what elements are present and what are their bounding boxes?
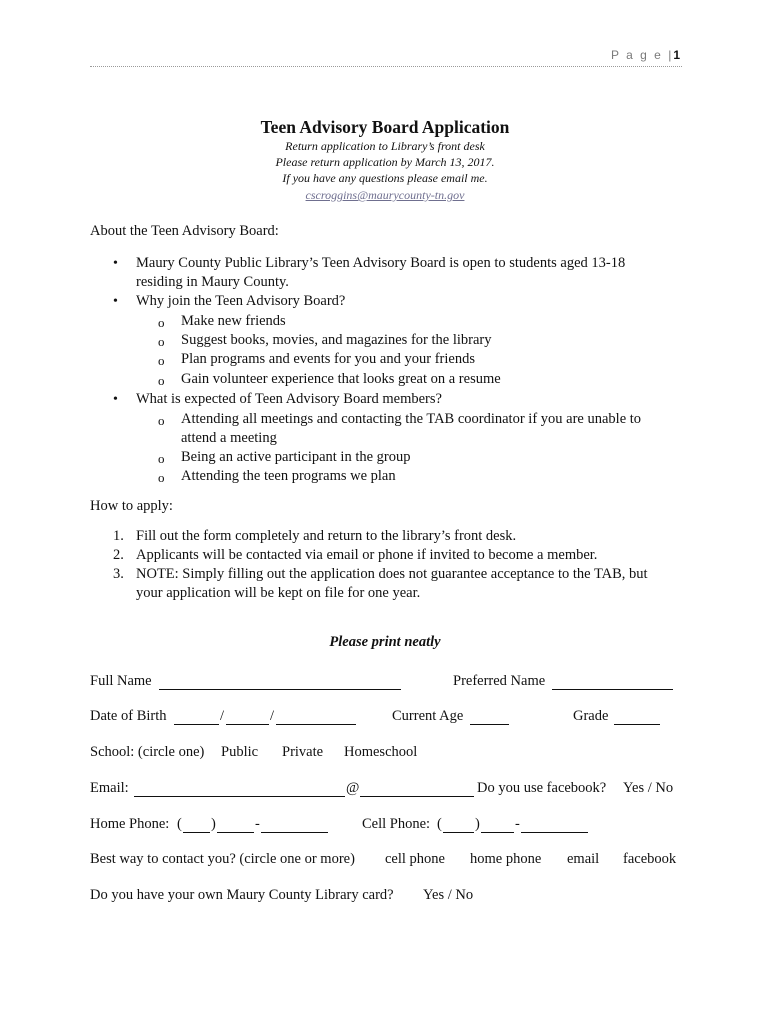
current-age-field[interactable] xyxy=(470,711,509,725)
why-item: Make new friends xyxy=(181,313,286,329)
facebook-yes-no[interactable]: Yes / No xyxy=(623,780,674,796)
contact-email-link[interactable]: cscroggins@maurycounty-tn.gov xyxy=(305,188,465,202)
subtitle-deadline: Please return application by March 13, 2017. xyxy=(275,155,495,169)
subtitle-return: Return application to Library’s front desk xyxy=(285,139,485,153)
sub-bullet-icon: o xyxy=(158,451,165,466)
full-name-label: Full Name xyxy=(90,673,152,689)
home-phone-prefix-field[interactable] xyxy=(217,819,254,833)
contact-option-home-phone[interactable]: home phone xyxy=(470,851,542,867)
cell-phone-area-field[interactable] xyxy=(443,819,474,833)
why-item: Gain volunteer experience that looks great on a resume xyxy=(181,371,501,387)
cell-phone-label: Cell Phone: xyxy=(362,816,431,832)
grade-field[interactable] xyxy=(614,711,660,725)
step-number: 3. xyxy=(113,566,124,582)
apply-step-3-line-1: NOTE: Simply filling out the application does not guarantee acceptance to the TAB, but xyxy=(136,566,648,582)
expected-item-2: Being an active participant in the group xyxy=(181,449,411,465)
sub-bullet-icon: o xyxy=(158,373,165,388)
apply-heading: How to apply: xyxy=(90,498,173,514)
dob-month-field[interactable] xyxy=(174,711,219,725)
apply-step-2: Applicants will be contacted via email or phone if invited to become a member. xyxy=(136,547,598,563)
home-phone-line-field[interactable] xyxy=(261,819,328,833)
library-card-question: Do you have your own Maury County Library card? xyxy=(90,887,394,903)
school-label: School: (circle one) xyxy=(90,744,205,760)
expected-item-1-line-2: attend a meeting xyxy=(181,430,277,446)
apply-step-1: Fill out the form completely and return to the library’s front desk. xyxy=(136,528,517,544)
step-number: 2. xyxy=(113,547,124,563)
bullet-icon: • xyxy=(113,392,118,407)
expected-item-1-line-1: Attending all meetings and contacting the TAB coordinator if you are unable to xyxy=(181,411,642,427)
cell-phone-prefix-field[interactable] xyxy=(481,819,514,833)
subtitle-questions: If you have any questions please email me. xyxy=(282,171,488,185)
dob-separator: / xyxy=(220,708,225,724)
preferred-name-field[interactable] xyxy=(552,676,673,690)
facebook-question: Do you use facebook? xyxy=(477,780,607,796)
sub-bullet-icon: o xyxy=(158,353,165,368)
email-user-field[interactable] xyxy=(134,783,345,797)
dob-label: Date of Birth xyxy=(90,708,167,724)
email-at-sign: @ xyxy=(346,780,360,796)
contact-option-cell-phone[interactable]: cell phone xyxy=(385,851,445,867)
about-bullet-2: Why join the Teen Advisory Board? xyxy=(136,293,346,309)
apply-step-3-line-2: your application will be kept on file for one year. xyxy=(136,585,421,601)
sub-bullet-icon: o xyxy=(158,413,165,428)
sub-bullet-icon: o xyxy=(158,334,165,349)
contact-way-label: Best way to contact you? (circle one or more) xyxy=(90,851,355,867)
page-number: P a g e |1 xyxy=(611,48,680,62)
about-bullet-3: What is expected of Teen Advisory Board members? xyxy=(136,391,442,407)
step-number: 1. xyxy=(113,528,124,544)
email-label: Email: xyxy=(90,780,129,796)
home-phone-area-field[interactable] xyxy=(183,819,210,833)
why-item: Suggest books, movies, and magazines for the library xyxy=(181,332,492,348)
cell-phone-paren: ) xyxy=(475,816,480,832)
document-title: Teen Advisory Board Application xyxy=(260,117,510,137)
contact-option-email[interactable]: email xyxy=(567,851,600,867)
home-phone-paren: ( xyxy=(177,816,182,832)
about-heading: About the Teen Advisory Board: xyxy=(90,223,279,239)
cell-phone-paren: ( xyxy=(437,816,442,832)
home-phone-label: Home Phone: xyxy=(90,816,170,832)
sub-bullet-icon: o xyxy=(158,470,165,485)
school-option-homeschool[interactable]: Homeschool xyxy=(344,744,418,760)
library-card-yes-no[interactable]: Yes / No xyxy=(423,887,474,903)
home-phone-paren: ) xyxy=(211,816,216,832)
dob-separator: / xyxy=(270,708,275,724)
print-neatly-label: Please print neatly xyxy=(329,634,441,650)
home-phone-dash: - xyxy=(255,816,260,832)
about-bullet-1-line-2: residing in Maury County. xyxy=(136,274,289,290)
contact-option-facebook[interactable]: facebook xyxy=(623,851,677,867)
expected-item-3: Attending the teen programs we plan xyxy=(181,468,396,484)
current-age-label: Current Age xyxy=(392,708,464,724)
about-bullet-1-line-1: Maury County Public Library’s Teen Advisory Board is open to students aged 13-18 xyxy=(136,255,626,271)
grade-label: Grade xyxy=(573,708,609,724)
cell-phone-line-field[interactable] xyxy=(521,819,588,833)
dob-day-field[interactable] xyxy=(226,711,269,725)
cell-phone-dash: - xyxy=(515,816,520,832)
email-domain-field[interactable] xyxy=(360,783,474,797)
school-option-private[interactable]: Private xyxy=(282,744,324,760)
dob-year-field[interactable] xyxy=(276,711,356,725)
bullet-icon: • xyxy=(113,294,118,309)
sub-bullet-icon: o xyxy=(158,315,165,330)
page-header xyxy=(90,46,682,67)
school-option-public[interactable]: Public xyxy=(221,744,259,760)
preferred-name-label: Preferred Name xyxy=(453,673,546,689)
bullet-icon: • xyxy=(113,256,118,271)
full-name-field[interactable] xyxy=(159,676,401,690)
why-item: Plan programs and events for you and your friends xyxy=(181,351,475,367)
